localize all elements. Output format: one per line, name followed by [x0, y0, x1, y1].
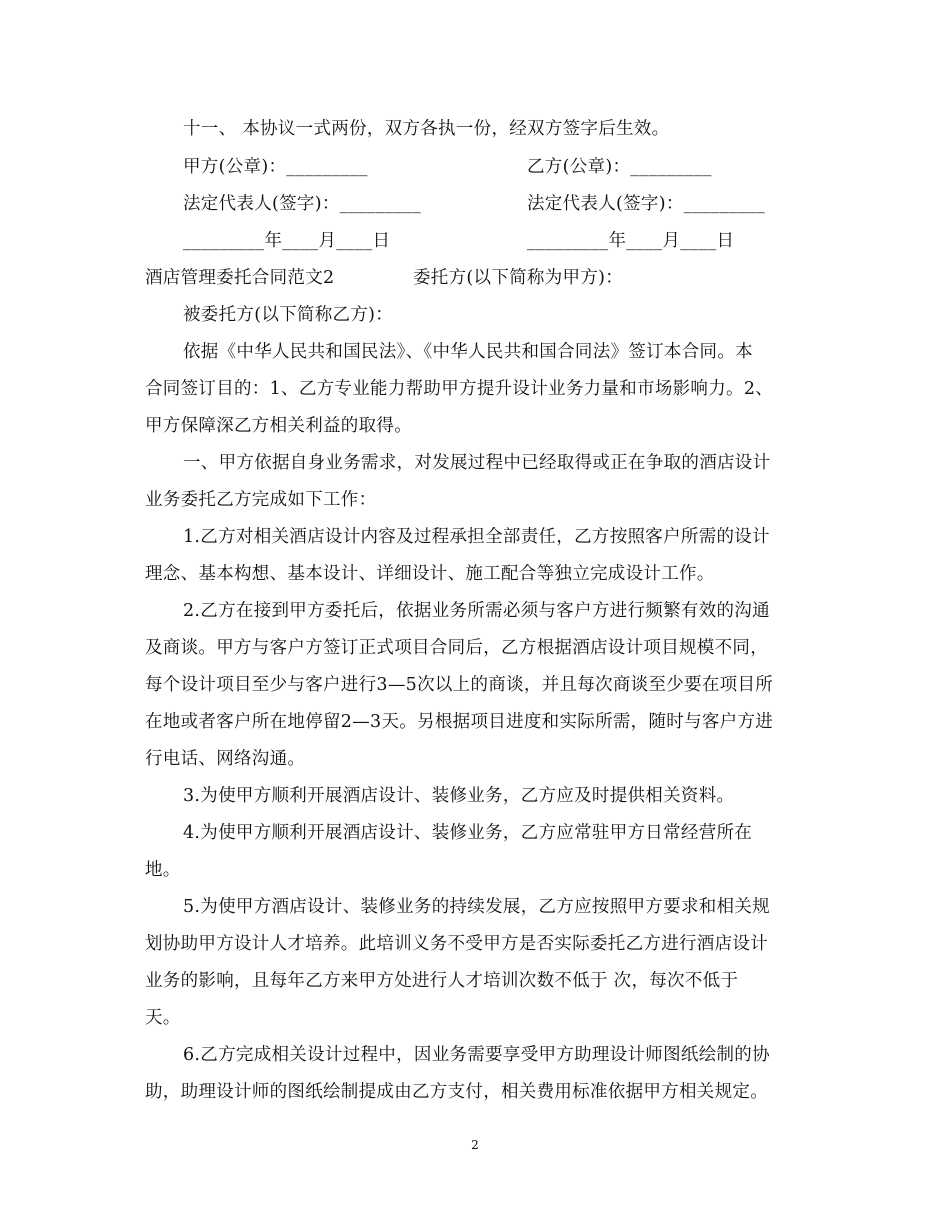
closing-clause: 十一、 本协议一式两份，双方各执一份，经双方签字后生效。: [183, 119, 670, 139]
body-line: 划协助甲方设计人才培养。此培训义务不受甲方是否实际委托乙方进行酒店设计: [145, 934, 768, 954]
body-line: 5.为使甲方酒店设计、装修业务的持续发展，乙方应按照甲方要求和相关规: [183, 897, 770, 917]
party-a-representative: 法定代表人(签字)：_________: [183, 194, 422, 214]
body-line: 天。: [145, 1008, 181, 1028]
principal-party: 委托方(以下简称为甲方)：: [413, 268, 624, 288]
body-line: 及商谈。甲方与客户方签订正式项目合同后，乙方根据酒店设计项目规模不同，: [145, 638, 768, 658]
party-a-seal: 甲方(公章)：_________: [183, 157, 368, 177]
body-line: 行电话、网络沟通。: [145, 749, 306, 769]
body-line: 每个设计项目至少与客户进行3—5次以上的商谈，并且每次商谈至少要在项目所: [145, 675, 774, 695]
body-line: 地。: [145, 860, 181, 880]
party-a-date: _________年____月____日: [183, 231, 391, 251]
body-line: 4.为使甲方顺利开展酒店设计、装修业务，乙方应常驻甲方日常经营所在: [183, 823, 753, 843]
body-line: 在地或者客户所在地停留2—3天。另根据项目进度和实际所需，随时与客户方进: [145, 712, 774, 732]
body-line: 甲方保障深乙方相关利益的取得。: [145, 416, 412, 436]
body-line: 6.乙方完成相关设计过程中，因业务需要享受甲方助理设计师图纸绘制的协: [183, 1045, 770, 1065]
body-line: 依据《中华人民共和国民法》、《中华人民共和国合同法》签订本合同。本: [183, 342, 753, 362]
party-b-representative: 法定代表人(签字)：_________: [527, 194, 766, 214]
body-line: 业务的影响，且每年乙方来甲方处进行人才培训次数不低于 次，每次不低于: [145, 971, 739, 991]
body-line: 2.乙方在接到甲方委托后，依据业务所需必须与客户方进行频繁有效的沟通: [183, 601, 770, 621]
second-contract-heading: 酒店管理委托合同范文2: [145, 268, 335, 288]
party-b-seal: 乙方(公章)：_________: [527, 157, 712, 177]
body-line: 理念、基本构想、基本设计、详细设计、施工配合等独立完成设计工作。: [145, 564, 715, 584]
body-line: 助，助理设计师的图纸绘制提成由乙方支付，相关费用标准依据甲方相关规定。: [145, 1082, 768, 1102]
page-number: 2: [471, 1138, 479, 1152]
body-line: 1.乙方对相关酒店设计内容及过程承担全部责任，乙方按照客户所需的设计: [183, 527, 770, 547]
body-line: 一、甲方依据自身业务需求，对发展过程中已经取得或正在争取的酒店设计: [183, 453, 771, 473]
party-b-date: _________年____月____日: [527, 231, 735, 251]
body-line: 3.为使甲方顺利开展酒店设计、装修业务，乙方应及时提供相关资料。: [183, 786, 735, 806]
agent-party: 被委托方(以下简称乙方)：: [183, 305, 394, 325]
body-line: 合同签订目的：1、乙方专业能力帮助甲方提升设计业务力量和市场影响力。2、: [145, 379, 774, 399]
body-line: 业务委托乙方完成如下工作：: [145, 490, 377, 510]
